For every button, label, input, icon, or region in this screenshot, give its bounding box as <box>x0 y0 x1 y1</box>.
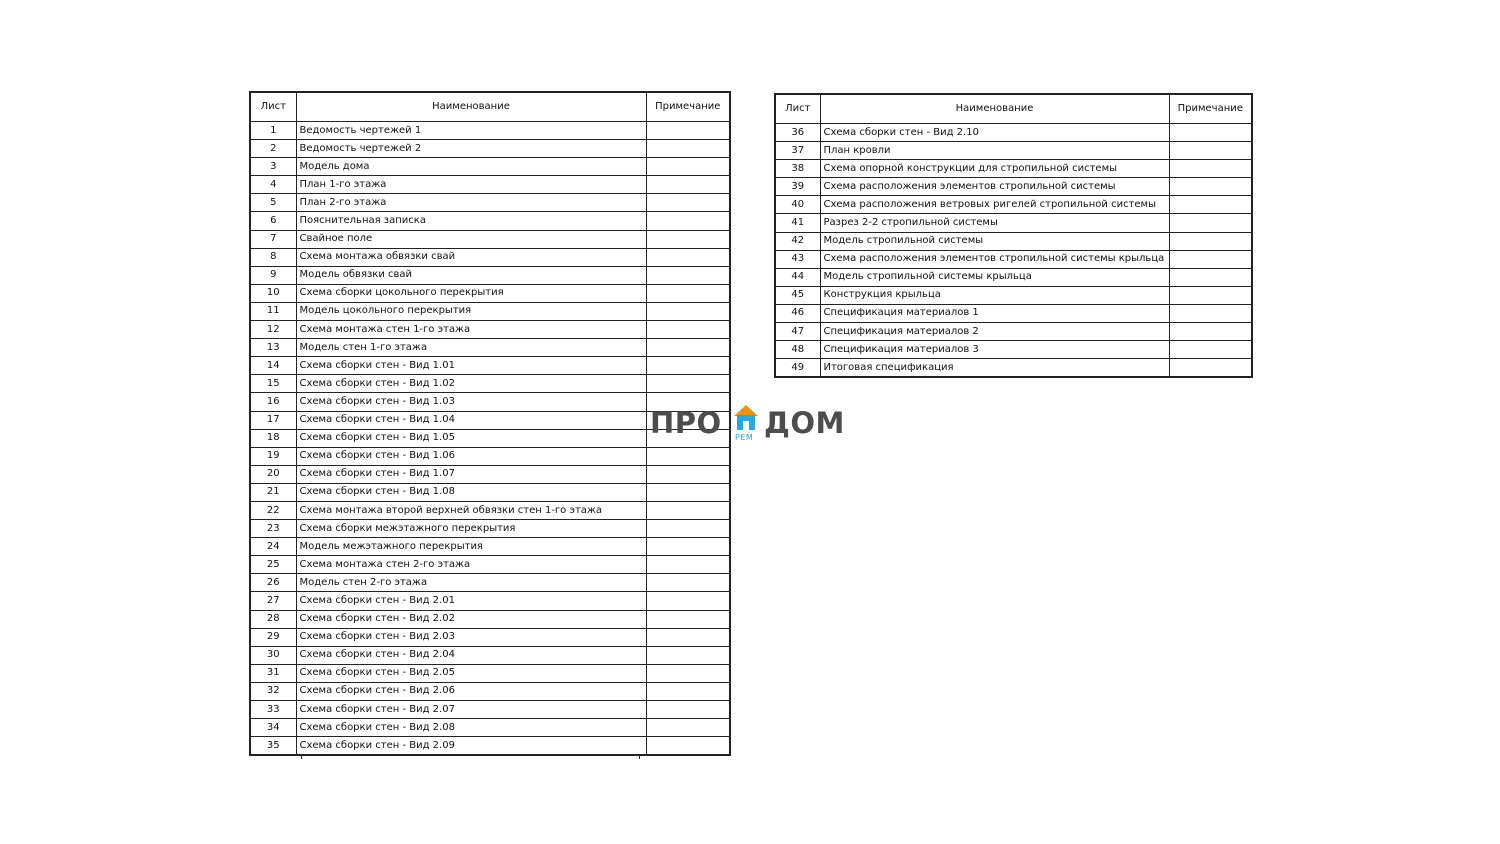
sheet-name: Схема сборки стен - Вид 2.07 <box>296 701 646 719</box>
sheet-note <box>646 664 730 682</box>
sheet-number: 39 <box>775 178 820 196</box>
sheet-number: 43 <box>775 250 820 268</box>
sheet-note <box>646 701 730 719</box>
sheet-name: Схема сборки межэтажного перекрытия <box>296 520 646 538</box>
sheet-name: Ведомость чертежей 2 <box>296 140 646 158</box>
sheet-name: Спецификация материалов 1 <box>820 304 1169 322</box>
table-row <box>250 501 730 519</box>
table-row <box>250 520 730 538</box>
sheet-name: Схема сборки стен - Вид 1.05 <box>296 429 646 447</box>
sheet-number: 26 <box>250 574 296 592</box>
table-row <box>250 610 730 628</box>
sheet-note <box>646 284 730 302</box>
table-row <box>250 465 730 483</box>
sheet-name: Схема сборки стен - Вид 1.08 <box>296 483 646 501</box>
sheet-name: Схема сборки стен - Вид 1.04 <box>296 411 646 429</box>
sheet-number: 30 <box>250 646 296 664</box>
sheet-name: Модель стропильной системы крыльца <box>820 268 1169 286</box>
sheet-name: Модель стен 1-го этажа <box>296 339 646 357</box>
table-row <box>250 682 730 700</box>
table-row <box>775 323 1252 341</box>
table-row <box>250 230 730 248</box>
sheet-name: Схема сборки цокольного перекрытия <box>296 284 646 302</box>
table-row <box>250 664 730 682</box>
table-row <box>250 176 730 194</box>
sheet-number: 17 <box>250 411 296 429</box>
table-row <box>250 483 730 501</box>
sheet-number: 10 <box>250 284 296 302</box>
sheet-name: Схема сборки стен - Вид 2.06 <box>296 682 646 700</box>
sheet-number: 12 <box>250 321 296 339</box>
sheet-name: Схема расположения элементов стропильной системы крыльца <box>820 250 1169 268</box>
table-row <box>250 266 730 284</box>
sheet-number: 16 <box>250 393 296 411</box>
sheet-number: 4 <box>250 176 296 194</box>
sheet-list-table-right <box>774 93 1253 378</box>
table-row <box>250 592 730 610</box>
sheet-number: 36 <box>775 124 820 142</box>
sheet-number: 6 <box>250 212 296 230</box>
sheet-number: 11 <box>250 302 296 320</box>
table-row <box>250 646 730 664</box>
sheet-number: 34 <box>250 719 296 737</box>
sheet-number: 41 <box>775 214 820 232</box>
sheet-note <box>646 610 730 628</box>
header-sheet: Лист <box>250 92 296 122</box>
sheet-name: План 2-го этажа <box>296 194 646 212</box>
table-row <box>250 122 730 140</box>
sheet-number: 48 <box>775 341 820 359</box>
sheet-number: 49 <box>775 359 820 378</box>
sheet-note <box>646 447 730 465</box>
sheet-note <box>1169 341 1252 359</box>
sheet-name: Модель обвязки свай <box>296 266 646 284</box>
table-row <box>250 339 730 357</box>
sheet-note <box>646 574 730 592</box>
sheet-name: Схема сборки стен - Вид 1.07 <box>296 465 646 483</box>
sheet-name: Модель цокольного перекрытия <box>296 302 646 320</box>
sheet-number: 21 <box>250 483 296 501</box>
table-row <box>775 124 1252 142</box>
table-row <box>250 212 730 230</box>
table-row <box>250 284 730 302</box>
sheet-note <box>646 230 730 248</box>
sheet-number: 22 <box>250 501 296 519</box>
sheet-number: 40 <box>775 196 820 214</box>
sheet-name: Схема сборки стен - Вид 2.02 <box>296 610 646 628</box>
table-row <box>250 719 730 737</box>
sheet-name: Схема сборки стен - Вид 2.04 <box>296 646 646 664</box>
sheet-name: Итоговая спецификация <box>820 359 1169 378</box>
sheet-note <box>646 266 730 284</box>
table-row <box>775 160 1252 178</box>
table-row <box>250 321 730 339</box>
sheet-note <box>1169 124 1252 142</box>
sheet-number: 19 <box>250 447 296 465</box>
sheet-note <box>646 248 730 266</box>
sheet-number: 8 <box>250 248 296 266</box>
sheet-note <box>646 719 730 737</box>
sheet-note <box>646 556 730 574</box>
sheet-number: 15 <box>250 375 296 393</box>
table-row <box>775 142 1252 160</box>
table-row <box>775 196 1252 214</box>
sheet-number: 42 <box>775 232 820 250</box>
sheet-note <box>646 140 730 158</box>
header-name: Наименование <box>820 94 1169 124</box>
sheet-name: Модель дома <box>296 158 646 176</box>
sheet-name: Спецификация материалов 3 <box>820 341 1169 359</box>
sheet-name: Конструкция крыльца <box>820 286 1169 304</box>
sheet-number: 13 <box>250 339 296 357</box>
sheet-note <box>1169 323 1252 341</box>
header-sheet: Лист <box>775 94 820 124</box>
table-row <box>775 250 1252 268</box>
table-row <box>775 268 1252 286</box>
sheet-name: Свайное поле <box>296 230 646 248</box>
sheet-number: 37 <box>775 142 820 160</box>
house-icon <box>730 402 762 432</box>
sheet-name: Схема сборки стен - Вид 2.01 <box>296 592 646 610</box>
table-row <box>775 341 1252 359</box>
sheet-note <box>1169 232 1252 250</box>
sheet-note <box>646 158 730 176</box>
sheet-name: План кровли <box>820 142 1169 160</box>
table-row <box>775 359 1252 378</box>
sheet-name: Ведомость чертежей 1 <box>296 122 646 140</box>
table-row <box>775 214 1252 232</box>
sheet-name: Модель межэтажного перекрытия <box>296 538 646 556</box>
sheet-note <box>1169 250 1252 268</box>
sheet-note <box>1169 304 1252 322</box>
sheet-name: Схема сборки стен - Вид 1.03 <box>296 393 646 411</box>
sheet-number: 38 <box>775 160 820 178</box>
sheet-name: Схема сборки стен - Вид 2.10 <box>820 124 1169 142</box>
sheet-note <box>646 682 730 700</box>
sheet-note <box>646 465 730 483</box>
sheet-name: Схема сборки стен - Вид 1.06 <box>296 447 646 465</box>
sheet-number: 32 <box>250 682 296 700</box>
table-row <box>250 194 730 212</box>
sheet-note <box>646 357 730 375</box>
table-row <box>775 232 1252 250</box>
sheet-note <box>646 194 730 212</box>
sheet-note <box>1169 286 1252 304</box>
table-row <box>250 556 730 574</box>
sheet-note <box>646 122 730 140</box>
sheet-note <box>1169 359 1252 378</box>
sheet-note <box>646 321 730 339</box>
table-header-row <box>775 94 1252 124</box>
table-row <box>250 447 730 465</box>
sheet-note <box>646 628 730 646</box>
sheet-number: 44 <box>775 268 820 286</box>
sheet-name: Модель стен 2-го этажа <box>296 574 646 592</box>
sheet-note <box>1169 214 1252 232</box>
sheet-number: 9 <box>250 266 296 284</box>
sheet-number: 35 <box>250 737 296 756</box>
sheet-number: 29 <box>250 628 296 646</box>
sheet-number: 25 <box>250 556 296 574</box>
sheet-number: 31 <box>250 664 296 682</box>
logo-subtitle: РЕМ <box>735 433 754 442</box>
table-row <box>250 158 730 176</box>
table-row <box>250 375 730 393</box>
sheet-name: Схема монтажа обвязки свай <box>296 248 646 266</box>
table-row <box>250 140 730 158</box>
sheet-number: 23 <box>250 520 296 538</box>
sheet-number: 46 <box>775 304 820 322</box>
sheet-number: 7 <box>250 230 296 248</box>
sheet-name: Схема расположения ветровых ригелей стропильной системы <box>820 196 1169 214</box>
sheet-number: 18 <box>250 429 296 447</box>
sheet-name: Схема монтажа стен 2-го этажа <box>296 556 646 574</box>
table-row <box>250 628 730 646</box>
sheet-name: Схема сборки стен - Вид 2.03 <box>296 628 646 646</box>
table-body-right <box>775 124 1252 378</box>
sheet-note <box>1169 160 1252 178</box>
sheet-name: Схема расположения элементов стропильной системы <box>820 178 1169 196</box>
sheet-note <box>646 302 730 320</box>
sheet-number: 3 <box>250 158 296 176</box>
sheet-number: 14 <box>250 357 296 375</box>
sheet-note <box>646 538 730 556</box>
table-row <box>250 302 730 320</box>
logo-word-pro: ПРО <box>650 406 722 440</box>
sheet-note <box>646 737 730 756</box>
header-note: Примечание <box>646 92 730 122</box>
sheet-number: 2 <box>250 140 296 158</box>
table-row <box>775 304 1252 322</box>
header-name: Наименование <box>296 92 646 122</box>
table-header-row <box>250 92 730 122</box>
sheet-number: 33 <box>250 701 296 719</box>
table-row <box>250 248 730 266</box>
sheet-name: Схема опорной конструкции для стропильной системы <box>820 160 1169 178</box>
sheet-name: Схема сборки стен - Вид 2.08 <box>296 719 646 737</box>
sheet-name: Схема монтажа второй верхней обвязки стен 1-го этажа <box>296 501 646 519</box>
sheet-name: План 1-го этажа <box>296 176 646 194</box>
sheet-number: 27 <box>250 592 296 610</box>
sheet-number: 28 <box>250 610 296 628</box>
table-row <box>775 178 1252 196</box>
sheet-note <box>646 592 730 610</box>
sheet-name: Разрез 2-2 стропильной системы <box>820 214 1169 232</box>
sheet-name: Схема сборки стен - Вид 2.09 <box>296 737 646 756</box>
sheet-number: 5 <box>250 194 296 212</box>
sheet-number: 45 <box>775 286 820 304</box>
table-row <box>250 701 730 719</box>
sheet-name: Спецификация материалов 2 <box>820 323 1169 341</box>
sheet-note <box>646 520 730 538</box>
sheet-name: Схема сборки стен - Вид 1.01 <box>296 357 646 375</box>
sheet-note <box>646 212 730 230</box>
table-row <box>250 574 730 592</box>
sheet-name: Схема сборки стен - Вид 2.05 <box>296 664 646 682</box>
sheet-note <box>646 646 730 664</box>
sheet-note <box>646 501 730 519</box>
sheet-number: 47 <box>775 323 820 341</box>
sheet-note <box>646 176 730 194</box>
header-note: Примечание <box>1169 94 1252 124</box>
table-row <box>775 286 1252 304</box>
sheet-number: 20 <box>250 465 296 483</box>
watermark-logo <box>650 402 850 442</box>
table-row <box>250 737 730 756</box>
sheet-note <box>646 339 730 357</box>
sheet-name: Схема сборки стен - Вид 1.02 <box>296 375 646 393</box>
table-row <box>250 538 730 556</box>
sheet-number: 1 <box>250 122 296 140</box>
sheet-number: 24 <box>250 538 296 556</box>
sheet-note <box>1169 178 1252 196</box>
sheet-name: Схема монтажа стен 1-го этажа <box>296 321 646 339</box>
sheet-name: Пояснительная записка <box>296 212 646 230</box>
sheet-note <box>1169 196 1252 214</box>
sheet-note <box>1169 142 1252 160</box>
logo-word-dom: ДОМ <box>764 406 845 440</box>
table-row <box>250 357 730 375</box>
sheet-note <box>646 483 730 501</box>
sheet-note <box>1169 268 1252 286</box>
sheet-name: Модель стропильной системы <box>820 232 1169 250</box>
sheet-note <box>646 375 730 393</box>
table-continuation-edge <box>249 756 731 762</box>
